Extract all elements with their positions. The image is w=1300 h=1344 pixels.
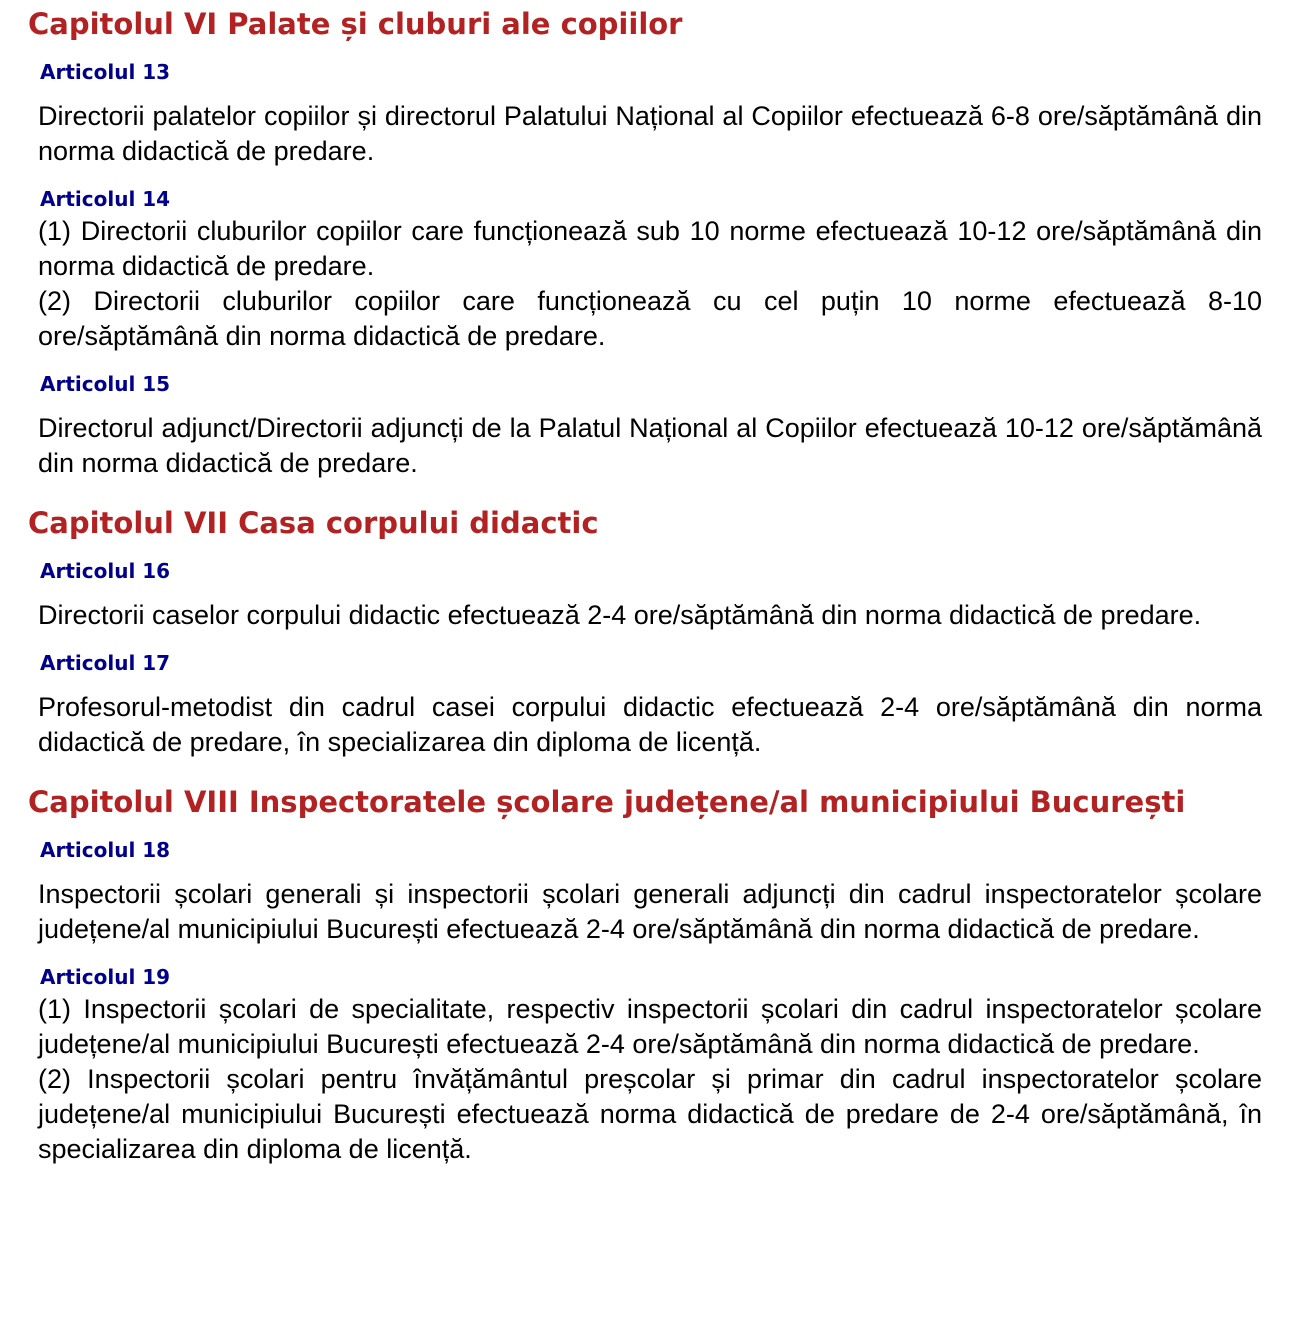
paragraph: Directorii palatelor copiilor și directorul Palatului Național al Copiilor efectuează 6-8 ore/săptămână din norma didactică de predare. [38,101,1262,166]
paragraph: Directorii caselor corpului didactic efectuează 2-4 ore/săptămână din norma didactică de predare. [38,600,1202,630]
article-heading: Articolul 17 [40,651,171,675]
article-heading: Articolul 15 [40,372,171,396]
article-heading: Articolul 18 [40,838,171,862]
chapter-heading: Capitolul VII Casa corpului didactic [28,506,599,540]
paragraph: (2) Inspectorii școlari pentru învățământul preșcolar și primar din cadrul inspectoratelor școlare județene/al municipiului București efectuează norma didactică de predare de 2-4 ore/săptămână, în specializarea din diploma de licență. [38,1064,1262,1164]
article-heading: Articolul 16 [40,559,171,583]
paragraph: (2) Directorii cluburilor copiilor care funcționează cu cel puțin 10 norme efectuează 8-10 ore/săptămână din norma didactică de predare. [38,286,1262,351]
article-heading: Articolul 14 [40,187,171,211]
paragraph: Inspectorii școlari generali și inspectorii școlari generali adjuncți din cadrul inspectoratelor școlare județene/al municipiului București efectuează 2-4 ore/săptămână din norma didactică de predare. [38,879,1262,944]
article-heading: Articolul 19 [40,965,171,989]
chapter-heading: Capitolul VI Palate și cluburi ale copiilor [28,7,683,41]
article-heading: Articolul 13 [40,60,171,84]
paragraph: Profesorul-metodist din cadrul casei corpului didactic efectuează 2-4 ore/săptămână din norma didactică de predare, în specializarea din diploma de licență. [38,692,1262,757]
chapter-heading: Capitolul VIII Inspectoratele școlare județene/al municipiului București [28,785,1186,819]
paragraph: (1) Inspectorii școlari de specialitate, respectiv inspectorii școlari din cadrul inspectoratelor școlare județene/al municipiului București efectuează 2-4 ore/săptămână din norma didactică de predare. [38,994,1262,1059]
paragraph: (1) Directorii cluburilor copiilor care funcționează sub 10 norme efectuează 10-12 ore/săptămână din norma didactică de predare. [38,216,1262,281]
paragraph: Directorul adjunct/Directorii adjuncți de la Palatul Național al Copiilor efectuează 10-12 ore/săptămână din norma didactică de predare. [38,413,1262,478]
